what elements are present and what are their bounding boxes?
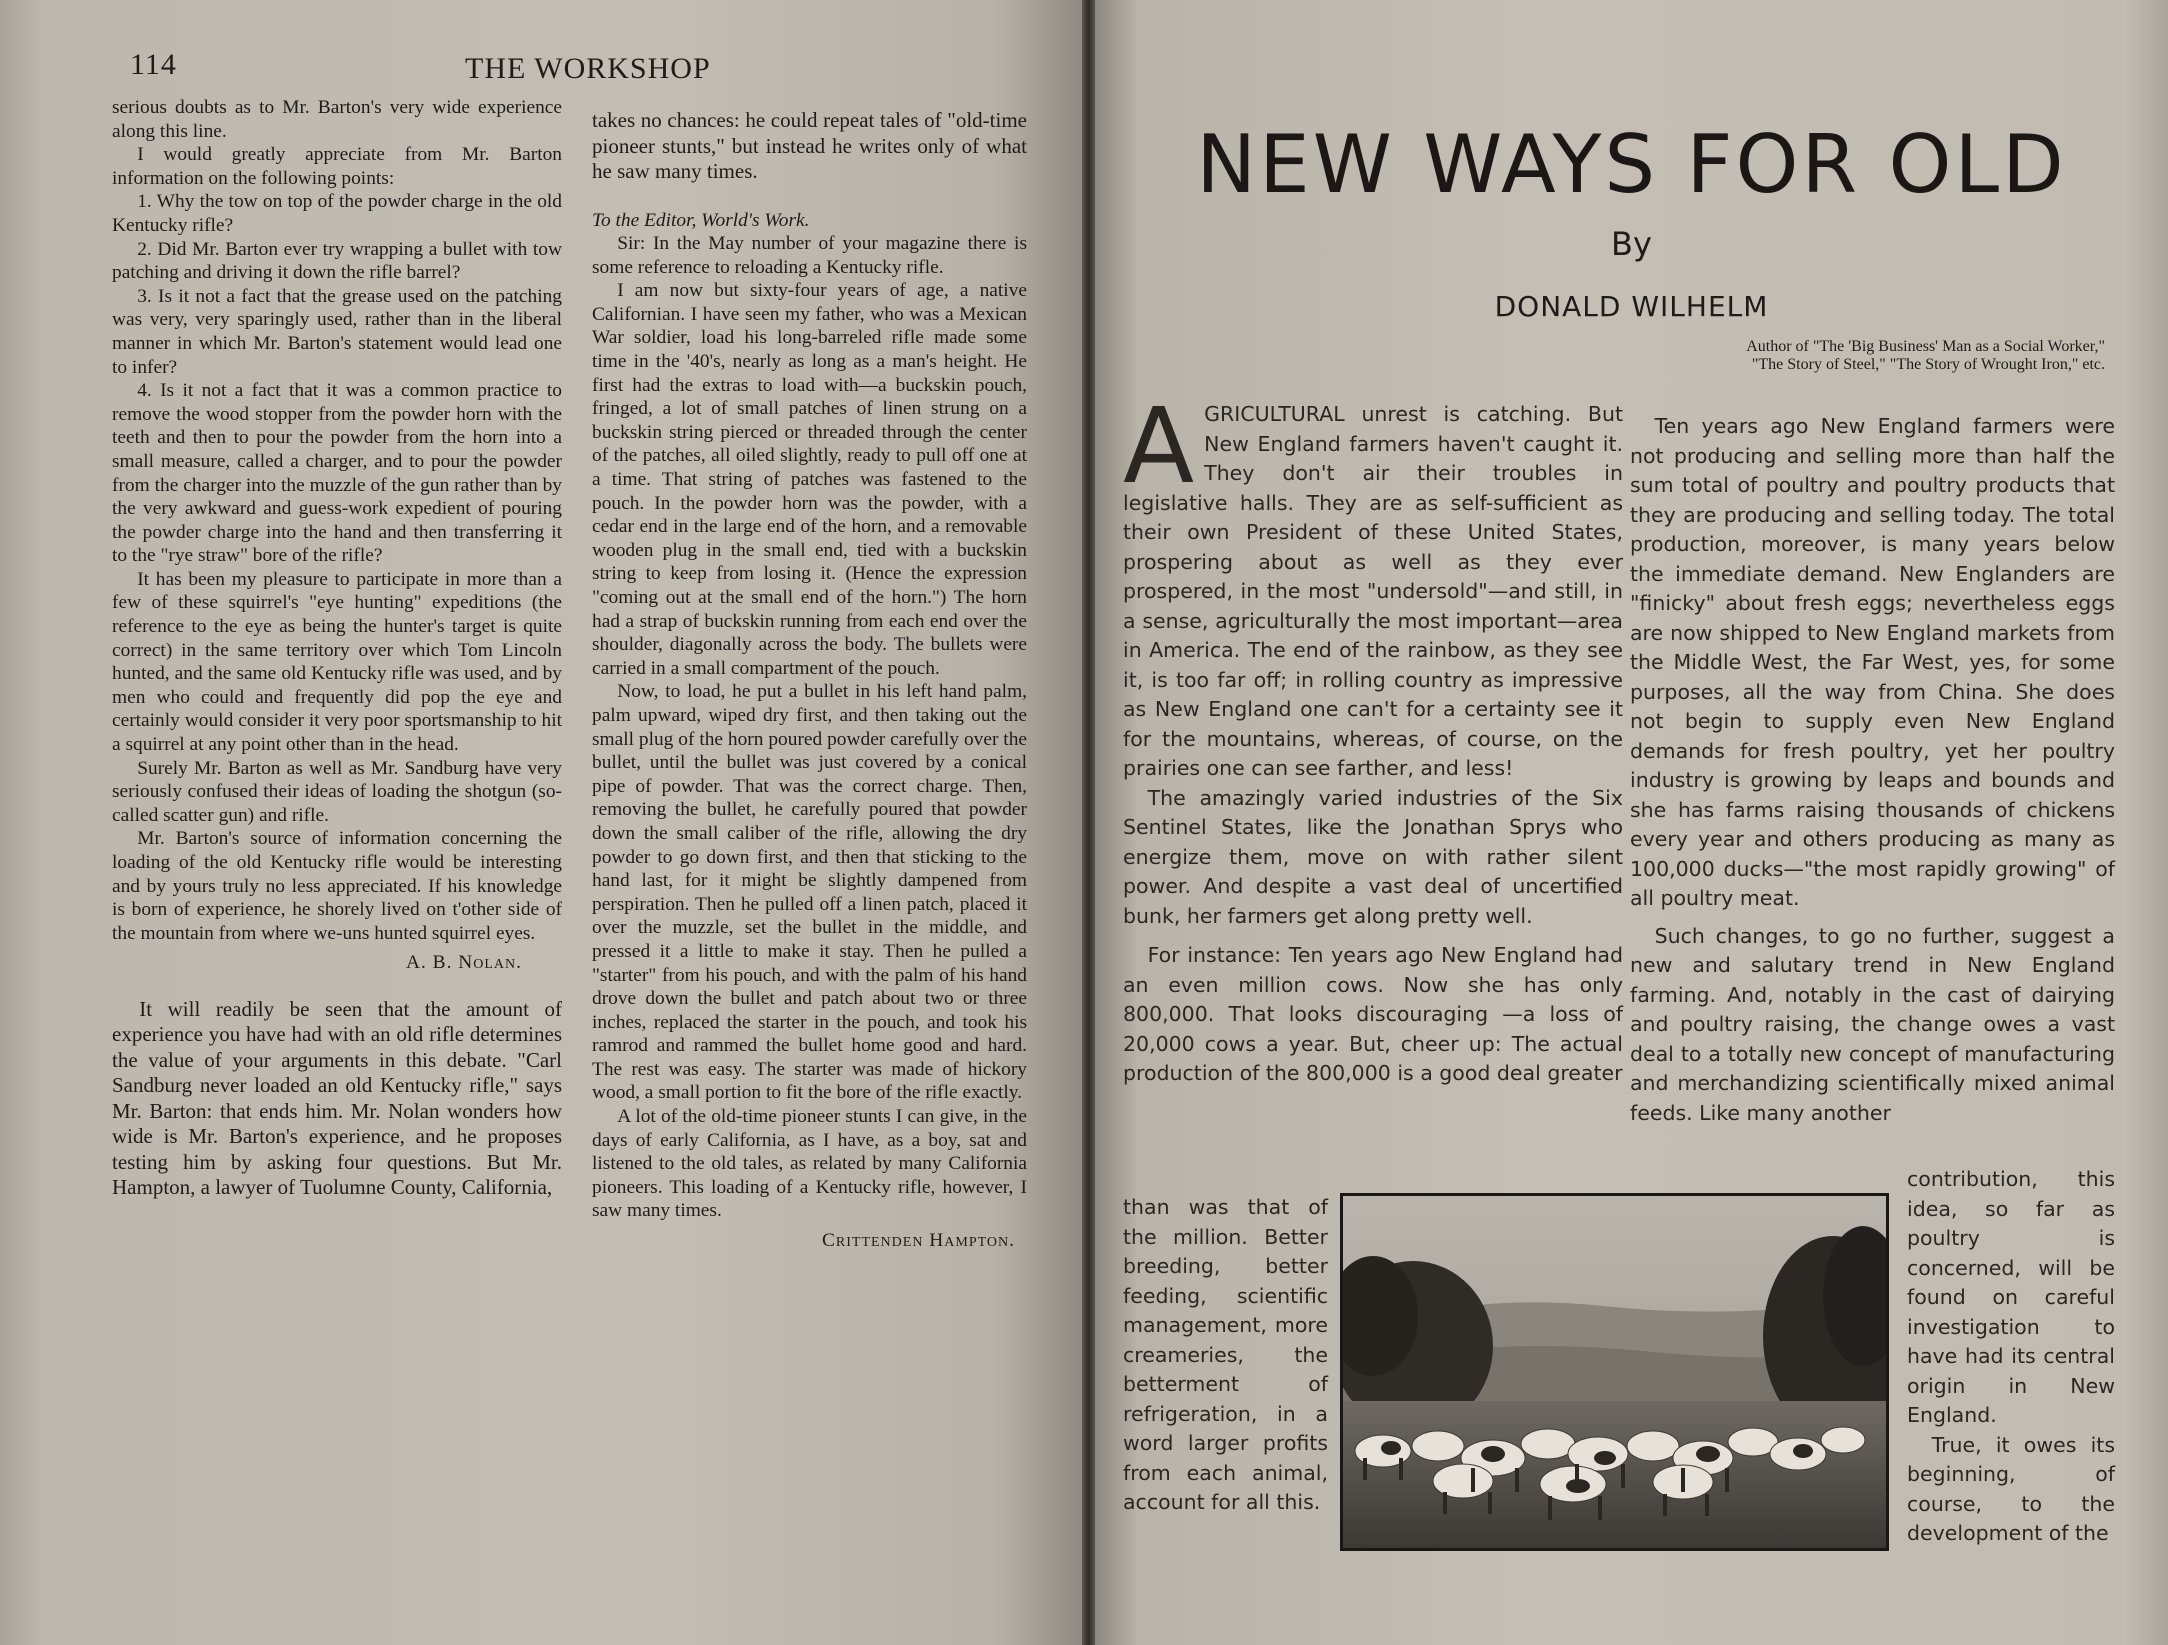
paragraph: Mr. Barton's source of information concerning the loading of the old Kentucky rifle would be interesting and by yours truly no less appreciated. If his knowledge is born of experience, he shorely lived on t'other side of the mountain from where we-uns hunted squirrel eyes. — [112, 828, 562, 944]
author-note — [1385, 338, 2105, 374]
signature-hampton: Crittenden Hampton. — [821, 1230, 1015, 1252]
page-number: 114 — [130, 48, 177, 81]
question-3: 3. Is it not a fact that the grease used on the patching was very, very sparingly used, rather than in the liberal manner in which Mr. Barton's statement would lead one to infer? — [112, 285, 562, 378]
paragraph: For instance: Ten years ago New England had an even million cows. Now she has only 800,000. That looks discouraging —a loss of 20,000 cows a year. But, cheer up: The actual production of the 800,000 is a good deal greater — [1123, 943, 1623, 1085]
salutation: Sir: In the May number of your magazine there is some reference to reloading a Kentucky rifle. — [592, 233, 1027, 278]
article-column-2 — [1630, 412, 2115, 1128]
paragraph: Ten years ago New England farmers were not producing and selling more than half the sum total of poultry and poultry products that they are producing and selling today. The total production, moreover, is many years below the immediate demand. New Englanders are "finicky" about fresh eggs; nevertheless eggs are now shipped to New England markets from the Middle West, the Far West, yes, for some purposes, all the way from China. She does not begin to supply even New England demands for fresh poultry, yet her poultry industry is growing by leaps and bounds and she has farms raising thousands of chickens every year and others producing as many as 100,000 ducks—"the most rapidly growing" of all poultry meat. — [1630, 414, 2115, 910]
article-title: NEW WAYS FOR OLD — [1196, 118, 2067, 211]
article-column-1-narrow — [1123, 1193, 1328, 1518]
question-2: 2. Did Mr. Barton ever try wrapping a bullet with tow patching and driving it down the rifle barrel? — [112, 238, 562, 284]
article-column-2-narrow — [1907, 1165, 2115, 1549]
letter-column-2 — [592, 108, 1027, 1253]
paragraph: Now, to load, he put a bullet in his left hand palm, palm upward, wiped dry first, and then taking out the small plug of the horn poured powder carefully over the bullet, until the bullet was just covered by a conical pipe of powder. That was the correct charge. Then, removing the bullet, he carefully poured that powder down the small caliber of the rifle, allowing the dry powder to go down first, and then that sticking to the hand last, for it might be slightly dampened from perspiration. Then he pulled off a linen patch, placed it over the muzzle, set the bullet in the middle, and pressed it a little to make it stay. Then he pulled a "starter" from his pouch, and with the palm of his hand drove down the bullet and patch about two or three inches, replaced the starter in the pouch, and took his ramrod and rammed the bullet home good and hard. The rest was easy. The starter was made of hickory wood, a small portion to fit the bore of the rifle exactly. — [592, 681, 1027, 1104]
drop-cap: A — [1123, 385, 1195, 507]
letter-column-1 — [112, 96, 562, 1201]
running-head: THE WORKSHOP — [465, 52, 711, 85]
signature-nolan: A. B. Nolan. — [405, 952, 522, 974]
lead-paragraph: AGRICULTURAL unrest is catching. But New England farmers haven't caught it. They don't air their troubles in legislative halls. They are as self-sufficient as their own President of these United States, prospering about as well as they ever prospered, in the most "undersold"—and still, in a sense, agriculturally the most important—area in America. The end of the rainbow, as they see it, is too far off; in rolling country as impressive as New England one can't for a certainty see it for the mountains, whereas, of course, on the prairies one can see farther, and less! — [1123, 385, 1623, 780]
paragraph: It has been my pleasure to participate in more than a few of these squirrel's "eye hunting" expeditions (the reference to the eye as being the hunter's target is quite correct) in the same territory over which Tom Lincoln hunted, and the same old Kentucky rifle was used, and by men who could and frequently did pop the eye and certainly would consider it very poor sportsmanship to hit a squirrel at any point other than in the head. — [112, 568, 562, 756]
left-page — [0, 0, 1082, 1645]
article-column-1 — [1123, 385, 1623, 1089]
paragraph: A lot of the old-time pioneer stunts I can give, in the days of early California, as I have, as a boy, sat and listened to the old tales, as related by many California pioneers. This loading of a Kentucky rifle, however, I saw many times. — [592, 1106, 1027, 1222]
book-gutter — [1082, 0, 1095, 1645]
paragraph: serious doubts as to Mr. Barton's very wide experience along this line. — [112, 97, 562, 142]
paragraph-continued: than was that of the million. Better breeding, better feeding, scientific management, more creameries, the betterment of refrigeration, in a word larger profits from each animal, account for all this. — [1123, 1195, 1328, 1514]
paragraph-continued: contribution, this idea, so far as poultry is concerned, will be found on careful investigation to have had its central origin in New England. — [1907, 1167, 2115, 1427]
paragraph: Surely Mr. Barton as well as Mr. Sandburg have very seriously confused their ideas of loading the shotgun (so-called scatter gun) and rifle. — [112, 757, 562, 826]
paragraph: True, it owes its beginning, of course, to the development of the — [1907, 1432, 2115, 1545]
paragraph: I am now but sixty-four years of age, a native Californian. I have seen my father, who was a Mexican War soldier, load his long-barreled rifle made some time in the '40's, nearly as long as a man's height. He first had the extras to load with—a buckskin pouch, fringed, a lot of small patches of linen strung on a buckskin string pierced or threaded through the center of the patches, all oiled slightly, ready to pull off one at a time. That string of patches was fastened to the pouch. In the powder horn was the powder, with a cedar end in the large end of the horn, and a removable wooden plug in the small end, tied with a buckskin string to keep from losing it. (Hence the expression "coming out at the small end of the horn.") The horn had a strap of buckskin running from each end over the shoulder, diagonally across the body. The bullets were carried in a small compartment of the pouch. — [592, 280, 1027, 679]
paragraph: Such changes, to go no further, suggest a new and salutary trend in New England farming. And, notably in the cast of dairying and poultry raising, the change owes a vast deal to a totally new concept of manufacturing and merchandizing scientifically mixed animal feeds. Like many another — [1630, 923, 2115, 1125]
question-1: 1. Why the tow on top of the powder charge in the old Kentucky rifle? — [112, 191, 562, 236]
author-name: DONALD WILHELM — [1494, 290, 1769, 323]
paragraph: I would greatly appreciate from Mr. Barton information on the following points: — [112, 144, 562, 189]
editorial-continued: takes no chances: he could repeat tales of "old-time pioneer stunts," but instead he writes only of what he saw many times. — [592, 108, 1027, 183]
cattle-photo-illustration — [1343, 1196, 1886, 1548]
byline-by: By — [1611, 225, 1652, 263]
author-note-line-1: Author of "The 'Big Business' Man as a Social Worker," — [1746, 338, 2105, 355]
paragraph: The amazingly varied industries of the Six Sentinel States, like the Jonathan Sprys who energize them, move on with rather silent power. And despite a vast deal of uncertified bunk, her farmers get along pretty well. — [1123, 785, 1623, 928]
question-4: 4. Is it not a fact that it was a common practice to remove the wood stopper from the powder horn with the teeth and then to pour the powder from the horn into a small measure, called a charger, and to pour the powder from the charger into the muzzle of the gun rather than by the very awkward and guess-work expedient of pouring the powder charge into the hand and then transferring it to the "rye straw" bore of the rifle? — [112, 380, 562, 567]
author-note-line-2: "The Story of Steel," "The Story of Wrought Iron," etc. — [1751, 356, 2105, 373]
farm-cattle-photo — [1340, 1193, 1889, 1551]
editorial-comment: It will readily be seen that the amount of experience you have had with an old rifle determines the value of your arguments in this debate. "Carl Sandburg never loaded an old Kentucky rifle," says Mr. Barton: that ends him. Mr. Nolan wonders how wide is Mr. Barton's experience, and he proposes testing him by asking four questions. But Mr. Hampton, a lawyer of Tuolumne County, California, — [112, 996, 562, 1200]
dateline: To the Editor, World's Work. — [592, 209, 810, 231]
